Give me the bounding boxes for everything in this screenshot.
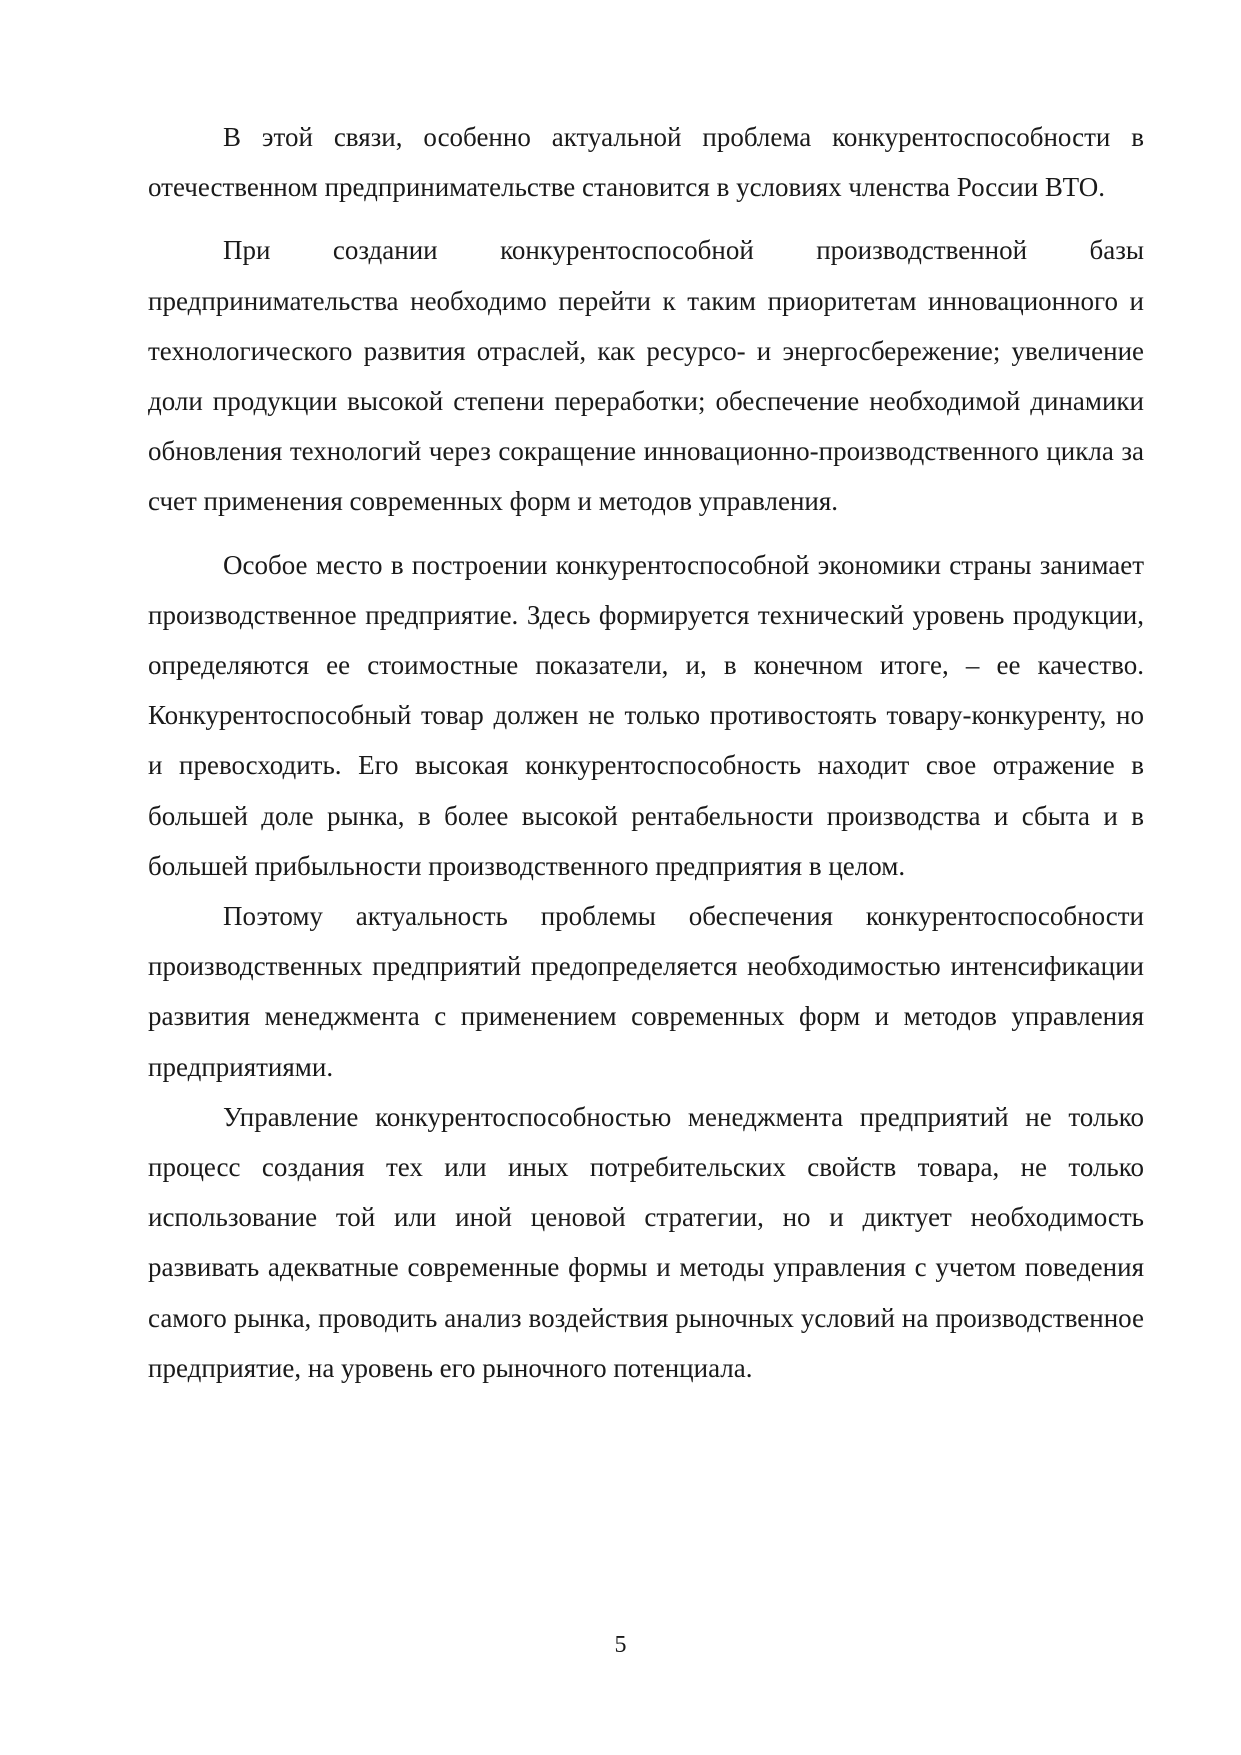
paragraph-4: Поэтому актуальность проблемы обеспечения конкурентоспособности производственных предприятий предопределяется необходимостью интенсификации развития менеджмента с применением современных форм и методов управления предприятиями. <box>148 901 1144 1082</box>
paragraph-3: Особое место в построении конкурентоспособной экономики страны занимает производственное предприятие. Здесь формируется технический уровень продукции, определяются ее стоимостные показатели, и, в конечном итоге, – ее качество. Конкурентоспособный товар должен не только противостоять товару-конкуренту, но и превосходить. Его высокая конкурентоспособность находит свое отражение в большей доле рынка, в более высокой рентабельности производства и сбыта и в большей прибыльности производственного предприятия в целом. <box>148 549 1144 881</box>
page-number: 5 <box>614 1632 627 1658</box>
document-page <box>148 112 1144 1393</box>
paragraph-1: В этой связи, особенно актуальной проблема конкурентоспособности в отечественном предпринимательстве становится в условиях членства России ВТО. <box>148 122 1144 203</box>
paragraph-5: Управление конкурентоспособностью менеджмента предприятий не только процесс создания тех или иных потребительских свойств товара, не только использование той или иной ценовой стратегии, но и диктует необходимость развивать адекватные современные формы и методы управления с учетом поведения самого рынка, проводить анализ воздействия рыночных условий на производственное предприятие, на уровень его рыночного потенциала. <box>148 1101 1144 1383</box>
paragraph-2: При создании конкурентоспособной производственной базы предпринимательства необходимо перейти к таким приоритетам инновационного и технологического развития отраслей, как ресурсо- и энергосбережение; увеличение доли продукции высокой степени переработки; обеспечение необходимой динамики обновления технологий через сокращение инновационно-производственного цикла за счет применения современных форм и методов управления. <box>148 235 1144 517</box>
